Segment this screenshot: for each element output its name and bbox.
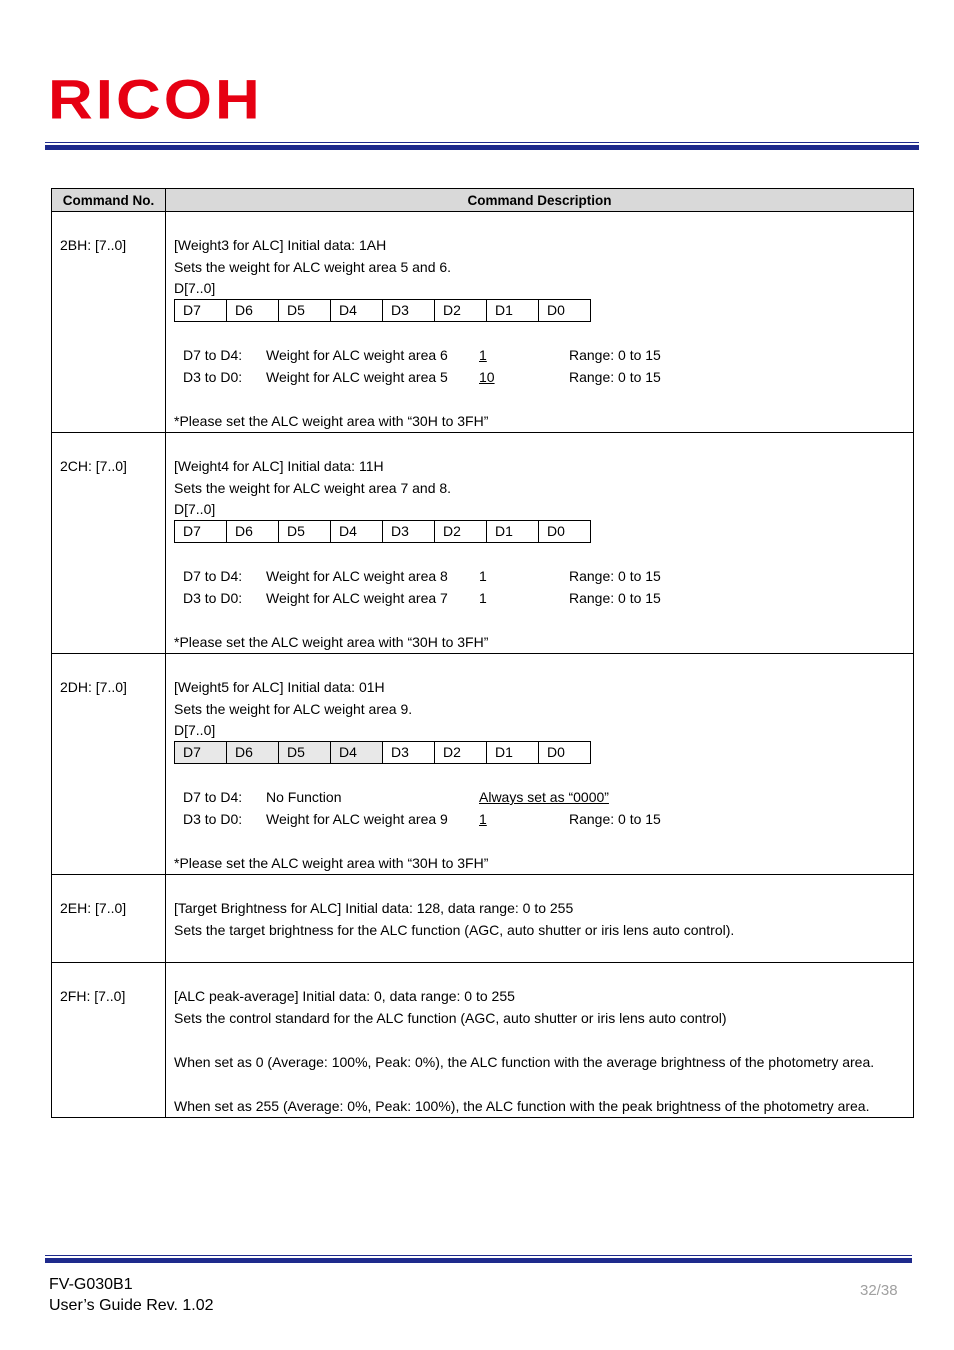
command-description: Sets the weight for ALC weight area 5 and 6.	[174, 259, 452, 275]
bit-cell: D5	[279, 521, 331, 543]
footer-model: FV-G030B1	[49, 1276, 133, 1293]
table-row	[52, 875, 914, 963]
data-bits-label: D[7..0]	[174, 722, 216, 738]
command-description: Sets the weight for ALC weight area 9.	[174, 701, 413, 717]
bit-detail-row: D3 to D0: Weight for ALC weight area 7 1 Range: 0 to 15	[183, 590, 661, 606]
command-description: Sets the target brightness for the ALC function (AGC, auto shutter or iris lens auto control).	[174, 922, 735, 938]
bit-cell: D3	[383, 521, 435, 543]
bit-field-table	[174, 520, 591, 543]
command-number: 2FH: [7..0]	[60, 988, 126, 1004]
command-number: 2CH: [7..0]	[60, 458, 127, 474]
bit-cell: D2	[435, 521, 487, 543]
table-row	[52, 212, 914, 433]
bit-cell: D0	[539, 742, 591, 764]
table-row	[52, 963, 914, 1118]
command-note: *Please set the ALC weight area with “30H to 3FH”	[174, 634, 489, 650]
bit-cell: D1	[487, 742, 539, 764]
ricoh-logo: RICOH	[48, 69, 263, 132]
command-note: *Please set the ALC weight area with “30H to 3FH”	[174, 413, 489, 429]
bit-cell: D5	[279, 300, 331, 322]
bit-cell: D0	[539, 521, 591, 543]
bit-detail-row: D3 to D0: Weight for ALC weight area 9 1 Range: 0 to 15	[183, 811, 661, 827]
bit-cell: D0	[539, 300, 591, 322]
bit-cell: D4	[331, 300, 383, 322]
command-table	[51, 188, 914, 1118]
column-header-description: Command Description	[166, 189, 914, 212]
bit-detail-row: D7 to D4: No Function Always set as “0000”	[183, 789, 609, 805]
table-header-row	[52, 189, 914, 212]
bit-detail-row: D3 to D0: Weight for ALC weight area 5 10 Range: 0 to 15	[183, 369, 661, 385]
command-title: [ALC peak-average] Initial data: 0, data range: 0 to 255	[174, 988, 515, 1004]
bit-cell: D2	[435, 742, 487, 764]
bit-field-table	[174, 741, 591, 764]
bit-cell: D6	[227, 300, 279, 322]
command-title: [Weight4 for ALC] Initial data: 11H	[174, 458, 384, 474]
command-note: *Please set the ALC weight area with “30H to 3FH”	[174, 855, 489, 871]
bit-cell: D6	[227, 521, 279, 543]
bit-cell: D1	[487, 521, 539, 543]
page-number: 32/38	[860, 1282, 898, 1299]
command-title: [Target Brightness for ALC] Initial data: 128, data range: 0 to 255	[174, 900, 574, 916]
footer-guide-revision: User’s Guide Rev. 1.02	[49, 1297, 214, 1314]
bit-field-table	[174, 299, 591, 322]
command-paragraph: When set as 255 (Average: 0%, Peak: 100%), the ALC function with the peak brightness of the photometry area.	[174, 1098, 870, 1114]
data-bits-label: D[7..0]	[174, 501, 216, 517]
bit-cell: D4	[331, 742, 383, 764]
bit-cell: D4	[331, 521, 383, 543]
bit-cell: D3	[383, 300, 435, 322]
bit-cell: D7	[175, 742, 227, 764]
footer-rule	[45, 1255, 912, 1263]
command-description: Sets the control standard for the ALC function (AGC, auto shutter or iris lens auto control)	[174, 1010, 727, 1026]
bit-cell: D6	[227, 742, 279, 764]
command-title: [Weight3 for ALC] Initial data: 1AH	[174, 237, 387, 253]
command-number: 2BH: [7..0]	[60, 237, 127, 253]
bit-cell: D5	[279, 742, 331, 764]
command-number: 2EH: [7..0]	[60, 900, 127, 916]
header-rule	[45, 142, 919, 150]
data-bits-label: D[7..0]	[174, 280, 216, 296]
table-row	[52, 433, 914, 654]
column-header-command: Command No.	[52, 189, 166, 212]
command-title: [Weight5 for ALC] Initial data: 01H	[174, 679, 385, 695]
command-description: Sets the weight for ALC weight area 7 and 8.	[174, 480, 452, 496]
table-row	[52, 654, 914, 875]
bit-cell: D7	[175, 521, 227, 543]
bit-cell: D7	[175, 300, 227, 322]
bit-cell: D1	[487, 300, 539, 322]
footer-doc-info	[49, 1274, 214, 1316]
bit-cell: D3	[383, 742, 435, 764]
bit-detail-row: D7 to D4: Weight for ALC weight area 8 1 Range: 0 to 15	[183, 568, 661, 584]
command-paragraph: When set as 0 (Average: 100%, Peak: 0%), the ALC function with the average brightness of the photometry area.	[174, 1054, 875, 1070]
bit-cell: D2	[435, 300, 487, 322]
command-number: 2DH: [7..0]	[60, 679, 127, 695]
bit-detail-row: D7 to D4: Weight for ALC weight area 6 1 Range: 0 to 15	[183, 347, 661, 363]
